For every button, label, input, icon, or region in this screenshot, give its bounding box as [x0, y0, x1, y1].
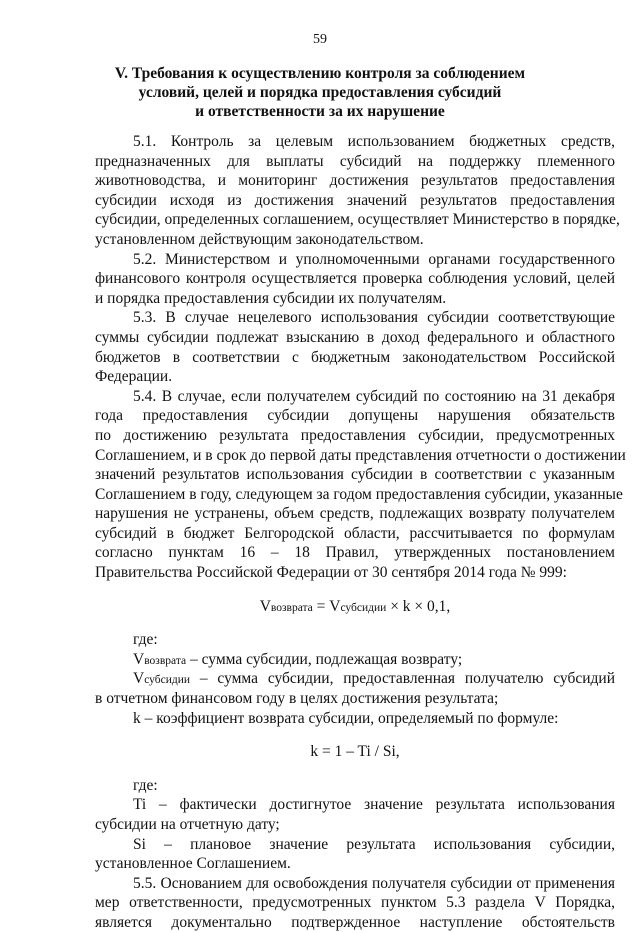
where-label: где:	[133, 776, 158, 794]
definition-si	[95, 835, 615, 874]
spacer	[95, 762, 615, 776]
text-line: Федерации.	[95, 368, 173, 386]
text-line: в отчетном финансовом году в целях достижения результата;	[95, 690, 499, 708]
paragraph-5-3	[95, 308, 615, 386]
paragraph-5-4	[95, 387, 626, 583]
paragraph-5-5	[95, 874, 615, 933]
text-line: и порядка предоставления субсидии их получателям.	[95, 289, 447, 307]
spacer	[95, 583, 615, 597]
text-line: субсидии исходя из достижения значений результатов предоставления	[95, 191, 615, 209]
text-line: финансового контроля осуществляется проверка соблюдения условий, целей	[95, 270, 615, 288]
title-line: V. Требования к осуществлению контроля за соблюдением	[114, 65, 526, 82]
text-line: нарушения не устранены, объем средств, подлежащих возврату получателем	[95, 505, 615, 523]
text-line: субсидии на отчетную дату;	[95, 816, 280, 833]
text-line: субсидии, определенных соглашением, осуществляет Министерство в порядке,	[95, 211, 620, 229]
text-line: субсидий в бюджет Белгородской области, рассчитывается по формулам	[95, 524, 615, 542]
text-line: установленное Соглашением.	[95, 855, 291, 873]
text-line: Ti – фактически достигнутое значение результата использования	[133, 796, 615, 814]
formula-return-amount: Vвозврата = Vсубсидии × k × 0,1,	[259, 597, 451, 615]
section-title	[95, 64, 545, 121]
definition-k: k – коэффициент возврата субсидии, определяемый по формуле:	[133, 709, 559, 727]
text-line: 5.4. В случае, если получателем субсидий по состоянию на 31 декабря	[133, 387, 615, 405]
text-line: значений результатов использования субсидии в соответствии с указанным	[95, 466, 615, 484]
text-line: является документально подтвержденное наступление обстоятельств	[95, 913, 615, 931]
formula-coefficient: k = 1 – Ti / Si,	[310, 743, 400, 761]
text-line: согласно пунктам 16 – 18 Правил, утвержденных постановлением	[95, 544, 615, 562]
text-line: Соглашением, и в срок до первой даты представления отчетности о достижении	[95, 446, 626, 464]
text-line: животноводства, и мониторинг достижения результатов предоставления	[95, 172, 615, 190]
text-line: по достижению результата предоставления субсидии, предусмотренных	[95, 426, 615, 444]
spacer	[95, 728, 615, 742]
definition-v-subsidii: Vсубсидии – сумма субсидии, предоставленная получателю субсидий	[133, 670, 615, 688]
text-line: Правительства Российской Федерации от 30 сентября 2014 года № 999:	[95, 564, 567, 582]
where-label: где:	[133, 631, 158, 649]
definition-v-vozvrata: Vвозврата – сумма субсидии, подлежащая возврату;	[133, 650, 463, 668]
text-line: 5.3. В случае нецелевого использования субсидии соответствующие	[133, 309, 615, 327]
text-line: суммы субсидии подлежат взысканию в доход федерального и областного	[95, 328, 615, 346]
text-line: предназначенных для выплаты субсидий на поддержку племенного	[95, 152, 615, 170]
text-line: бюджетов в соответствии с бюджетным законодательством Российской	[95, 348, 615, 366]
page-number: 59	[313, 32, 327, 47]
text-line: 5.1. Контроль за целевым использованием бюджетных средств,	[133, 133, 615, 150]
text-line: 5.2. Министерством и уполномоченными органами государственного	[133, 250, 615, 268]
text-line: года предоставления субсидии допущены нарушения обязательств	[95, 407, 615, 425]
document-body	[95, 132, 626, 933]
text-line: 5.5. Основанием для освобождения получателя субсидии от применения	[133, 874, 615, 892]
spacer	[95, 616, 615, 630]
text-line: Si – плановое значение результата использования субсидии,	[133, 835, 615, 853]
paragraph-5-2	[95, 250, 615, 309]
text-line: Соглашением в году, следующем за годом предоставления субсидии, указанные	[95, 485, 623, 503]
title-line: условий, целей и порядка предоставления субсидий	[138, 84, 502, 101]
text-line: мер ответственности, предусмотренных пунктом 5.3 раздела V Порядка,	[95, 894, 615, 912]
title-line: и ответственности за их нарушение	[195, 103, 445, 120]
paragraph-5-1	[95, 132, 620, 250]
definition-ti	[95, 795, 615, 834]
text-line: установленном действующим законодательством.	[95, 230, 424, 248]
